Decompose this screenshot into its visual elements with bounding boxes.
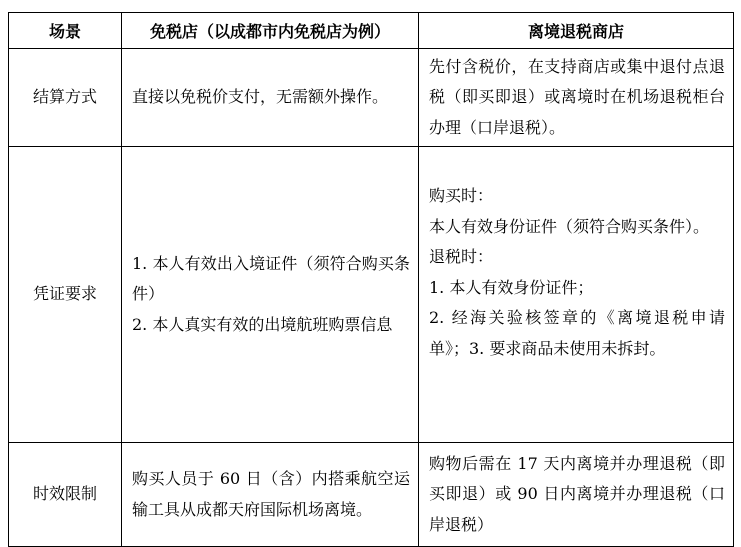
header-duty-free: 免税店（以成都市内免税店为例）: [122, 13, 419, 49]
cell-line: 退税时：: [429, 247, 494, 266]
comparison-table: [8, 12, 734, 547]
cell-line: 购买时：: [429, 186, 494, 205]
table-row-settlement: [9, 49, 734, 147]
cell-tax-refund-time-limit: [419, 443, 734, 547]
table-row-time-limit: [9, 443, 734, 547]
cell-text: 直接以免税价支付，无需额外操作。: [132, 87, 389, 107]
comparison-table-wrapper: [8, 12, 733, 547]
cell-text: 购买人员于 60 日（含）内搭乘航空运输工具从成都天府国际机场离境。: [132, 469, 410, 519]
cell-line: 1. 本人有效出入境证件（须符合购买条件）: [132, 253, 410, 304]
cell-duty-free-time-limit: [122, 443, 419, 547]
cell-tax-refund-settlement: [419, 49, 734, 147]
header-tax-refund: 离境退税商店: [419, 13, 734, 49]
cell-duty-free-settlement: [122, 49, 419, 147]
row-label-time-limit: 时效限制: [9, 443, 122, 547]
row-label-settlement: 结算方式: [9, 49, 122, 147]
cell-duty-free-documents: [122, 147, 419, 443]
cell-text: 购物后需在 17 天内离境并办理退税（即买即退）或 90 日内离境并办理退税（口岸退税）: [429, 453, 725, 534]
cell-line: 2. 本人真实有效的出境航班购票信息: [132, 314, 393, 334]
cell-line: 本人有效身份证件（须符合购买条件）。: [429, 216, 710, 236]
header-scene: 场景: [9, 13, 122, 49]
row-label-documents: 凭证要求: [9, 147, 122, 443]
cell-tax-refund-documents: [419, 147, 734, 443]
cell-spacer: [429, 151, 725, 181]
table-header-row: [9, 13, 734, 49]
cell-line: 2. 经海关验核签章的《离境退税申请单》；3. 要求商品未使用未拆封。: [429, 308, 725, 358]
cell-line: 1. 本人有效身份证件；: [429, 277, 594, 297]
cell-text: 先付含税价，在支持商店或集中退付点退税（即买即退）或离境时在机场退税柜台办理（口岸退税）。: [429, 56, 725, 137]
table-row-documents: [9, 147, 734, 443]
